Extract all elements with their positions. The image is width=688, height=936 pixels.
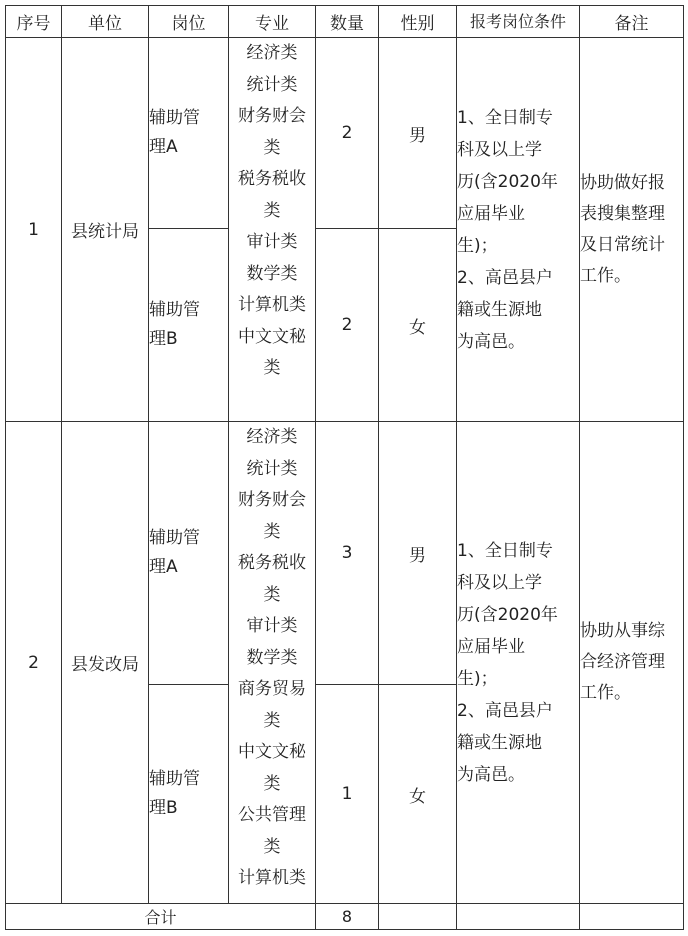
header-gender: 性别: [379, 6, 457, 38]
remark-text: 协助做好报 表搜集整理 及日常统计 工作。: [580, 172, 665, 286]
post-cell: [149, 685, 229, 904]
post-cell: [149, 229, 229, 422]
total-empty-remark: [580, 904, 684, 930]
remark-text: 协助从事综 合经济管理 工作。: [580, 621, 665, 703]
seq-cell: 1: [6, 38, 62, 422]
post-name: 辅助管 理A: [149, 528, 200, 577]
seq-cell: 2: [6, 422, 62, 904]
header-post: 岗位: [149, 6, 229, 38]
conditions-text: 1、全日制专 科及以上学 历(含2020年 应届毕业 生)； 2、高邑县户 籍或生源地 为高邑。: [457, 540, 558, 785]
major-list: 经济类 统计类 财务财会 类 税务税收 类 审计类 数学类 商务贸易 类 中文文秘 类 公共管理 类 计算机类: [238, 427, 306, 888]
remark-cell: [580, 38, 684, 422]
major-cell: [229, 38, 316, 422]
gender-cell: 女: [379, 229, 457, 422]
count-cell: 2: [316, 229, 379, 422]
recruitment-table: [5, 5, 684, 930]
post-name: 辅助管 理A: [149, 108, 200, 157]
header-unit: 单位: [62, 6, 149, 38]
post-cell: [149, 422, 229, 685]
post-cell: [149, 38, 229, 229]
major-list: 经济类 统计类 财务财会 类 税务税收 类 审计类 数学类 计算机类 中文文秘 类: [238, 43, 306, 378]
unit-cell: 县发改局: [62, 422, 149, 904]
header-remark: 备注: [580, 6, 684, 38]
table-row: [6, 422, 684, 685]
gender-cell: 男: [379, 38, 457, 229]
count-cell: 1: [316, 685, 379, 904]
header-major: 专业: [229, 6, 316, 38]
header-conditions-text: 报考岗位条件: [469, 11, 566, 31]
total-count: 8: [316, 904, 379, 930]
header-seq: 序号: [6, 6, 62, 38]
count-cell: 2: [316, 38, 379, 229]
gender-cell: 男: [379, 422, 457, 685]
post-name: 辅助管 理B: [149, 769, 200, 818]
total-label: 合计: [6, 904, 316, 930]
conditions-cell: [457, 38, 580, 422]
header-count: 数量: [316, 6, 379, 38]
unit-cell: 县统计局: [62, 38, 149, 422]
total-empty-conditions: [457, 904, 580, 930]
total-row: [6, 904, 684, 930]
remark-cell: [580, 422, 684, 904]
conditions-text: 1、全日制专 科及以上学 历(含2020年 应届毕业 生)； 2、高邑县户 籍或生源地 为高邑。: [457, 107, 558, 352]
post-name: 辅助管 理B: [149, 300, 200, 349]
total-empty-gender: [379, 904, 457, 930]
gender-cell: 女: [379, 685, 457, 904]
table-row: [6, 38, 684, 229]
count-cell: 3: [316, 422, 379, 685]
conditions-cell: [457, 422, 580, 904]
header-row: [6, 6, 684, 38]
header-conditions: [457, 6, 580, 38]
major-cell: [229, 422, 316, 904]
